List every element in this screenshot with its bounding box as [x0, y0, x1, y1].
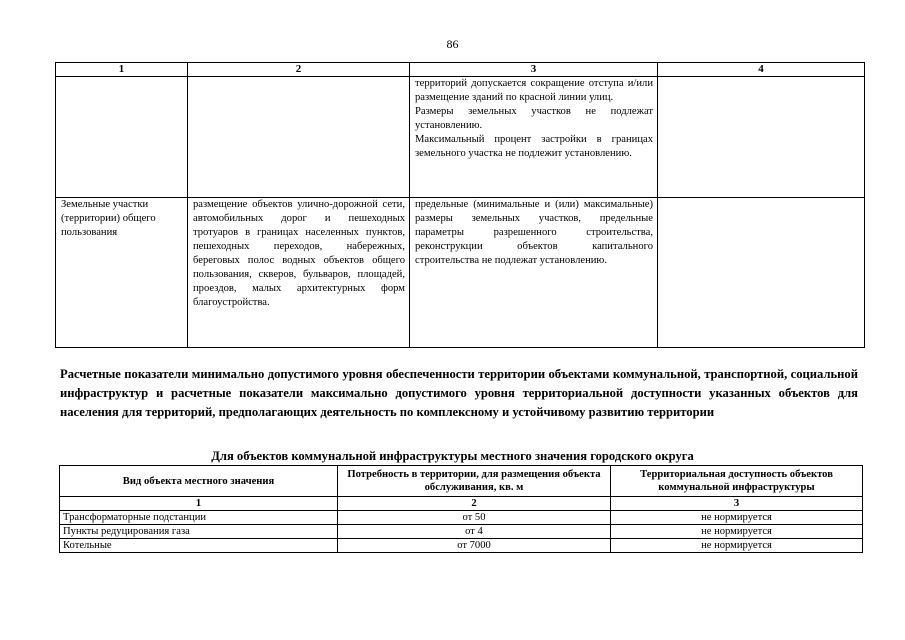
column-number-1: 1	[60, 497, 338, 511]
cell-col4-empty	[658, 198, 865, 348]
access-cell: не нормируется	[611, 525, 863, 539]
column-number-1: 1	[56, 63, 188, 77]
table-header-row	[56, 63, 865, 77]
area-cell: от 4	[338, 525, 611, 539]
section-heading: Расчетные показатели минимально допустимого уровня обеспеченности территории объектами коммунальной, транспортной, социальной инфраструктур и расчетные показатели максимально допустимого уровня территориальной доступности указанных объектов для населения для территорий, предполагающих деятельность по комплексному и устойчивому развитию территории	[60, 367, 858, 419]
access-cell: не нормируется	[611, 511, 863, 525]
table-caption: Для объектов коммунальной инфраструктуры местного значения городского округа	[211, 449, 694, 463]
table-row-public-land	[56, 198, 865, 348]
column-number-2: 2	[338, 497, 611, 511]
land-use-type-cell: Земельные участки (территории) общего пользования	[56, 198, 188, 348]
cell-col3	[410, 77, 658, 198]
communal-infrastructure-table	[59, 465, 863, 553]
column-number-4: 4	[658, 63, 865, 77]
table-row	[60, 539, 863, 553]
plot-size-text: Размеры земельных участков не подлежат установлению.	[415, 106, 653, 131]
setback-text: территорий допускается сокращение отступа и/или размещение зданий по красной линии улиц.	[415, 78, 653, 103]
area-cell: от 50	[338, 511, 611, 525]
table-row-continued	[56, 77, 865, 198]
object-type-cell: Пункты редуцирования газа	[60, 525, 338, 539]
table-row	[60, 511, 863, 525]
object-type-cell: Трансформаторные подстанции	[60, 511, 338, 525]
cell-col2	[188, 77, 410, 198]
table-header-row	[60, 466, 863, 497]
header-area-need: Потребность в территории, для размещения объекта обслуживания, кв. м	[338, 466, 611, 497]
column-numbers-row	[60, 497, 863, 511]
cell-col4	[658, 77, 865, 198]
parameters-cell: предельные (минимальные и (или) максимальные) размеры земельных участков, предельные параметры разрешенного строительства, реконструкции объектов капитального строительства не подлежат установлению.	[410, 198, 658, 348]
column-number-2: 2	[188, 63, 410, 77]
cell-col1	[56, 77, 188, 198]
permitted-use-cell: размещение объектов улично-дорожной сети, автомобильных дорог и пешеходных тротуаров в границах населенных пунктов, пешеходных переходов, набережных, береговых полос водных объектов общего пользования, скверов, бульваров, площадей, проездов, малых архитектурных форм благоустройства.	[188, 198, 410, 348]
column-number-3: 3	[410, 63, 658, 77]
zoning-regulations-table	[55, 62, 865, 348]
header-accessibility: Территориальная доступность объектов коммунальной инфраструктуры	[611, 466, 863, 497]
area-cell: от 7000	[338, 539, 611, 553]
header-object-type: Вид объекта местного значения	[60, 466, 338, 497]
object-type-cell: Котельные	[60, 539, 338, 553]
page-number: 86	[446, 37, 459, 51]
max-coverage-text: Максимальный процент застройки в границах земельного участка не подлежит установлению.	[415, 134, 653, 159]
table-row	[60, 525, 863, 539]
column-number-3: 3	[611, 497, 863, 511]
access-cell: не нормируется	[611, 539, 863, 553]
